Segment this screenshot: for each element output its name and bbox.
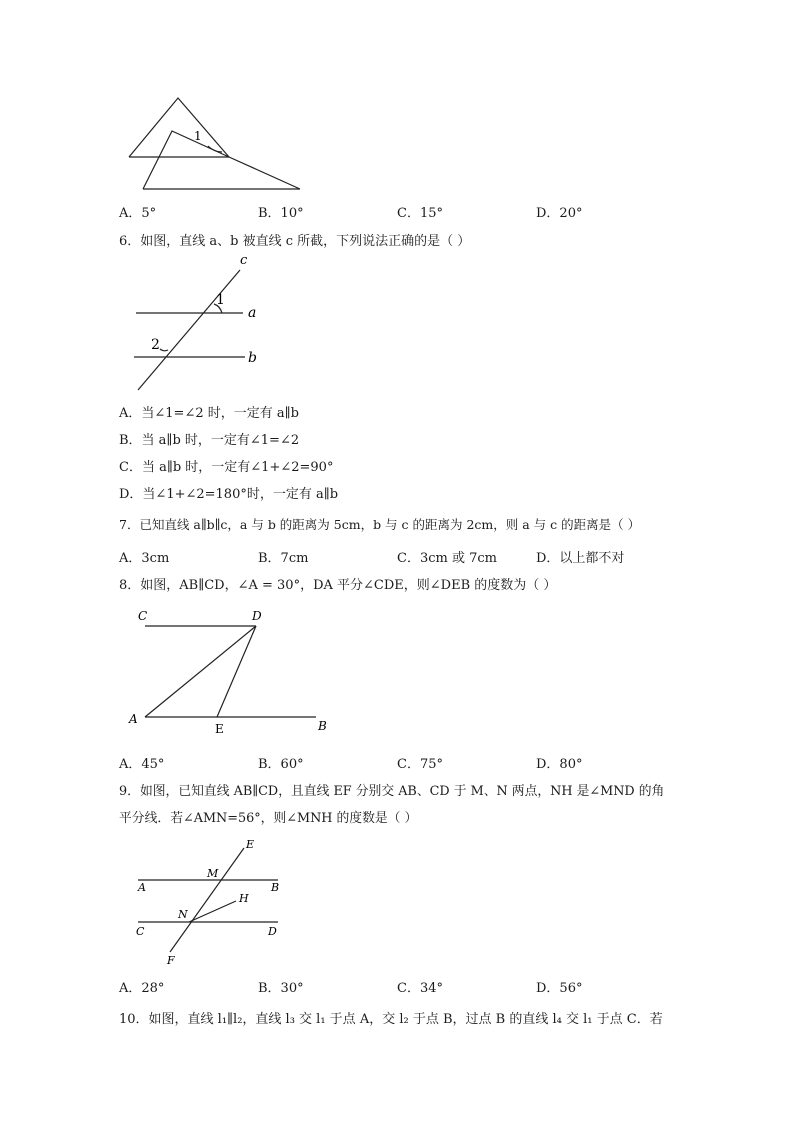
q7-option-a: A．3cm [119,551,170,566]
q9-option-a: A．28° [119,981,165,996]
q6-label-1: 1 [216,292,225,308]
q9-label-n: N [178,908,188,921]
q6-angle-2-arc [160,349,168,351]
q7-stem: 7．已知直线 a∥b∥c，a 与 b 的距离为 5cm，b 与 c 的距离为 2cm，则 a 与 c 的距离是（ ） [119,517,641,532]
q5-triangle-lower [143,131,300,189]
q6-choice-c: C．当 a∥b 时，一定有∠1+∠2=90° [119,460,334,475]
q6-label-a: a [248,305,257,321]
q9-label-e: E [246,838,255,851]
q5-option-b: B．10° [258,206,304,221]
q6-angle-1-arc [214,304,222,313]
q9-line-ef [170,848,244,952]
q5-option-a: A．5° [119,206,157,221]
q6-label-c: c [240,253,248,268]
q9-label-a: A [138,881,146,894]
q5-angle-label: 1 [194,129,202,143]
q8-segment-ed [217,626,256,717]
q8-option-a: A．45° [119,757,165,772]
q9-label-h: H [239,892,249,905]
q6-line-c [138,270,240,390]
q9-option-b: B．30° [258,981,304,996]
q5-triangle-upper [129,98,229,157]
q6-stem: 6．如图，直线 a、b 被直线 c 所截，下列说法正确的是（ ） [119,234,471,249]
q5-option-d: D．20° [536,206,583,221]
q5-angle-arc [208,146,222,152]
q9-label-b: B [271,881,280,894]
q8-option-c: C．75° [397,757,443,772]
q9-ray-nh [189,901,236,922]
q9-stem-line1: 9．如图，已知直线 AB∥CD，且直线 EF 分别交 AB、CD 于 M、N 两点，NH 是∠MND 的角 [119,784,665,799]
q10-stem: 10．如图，直线 l₁∥l₂，直线 l₃ 交 l₁ 于点 A，交 l₂ 于点 B，过点 B 的直线 l₄ 交 l₁ 于点 C．若 [119,1012,663,1027]
q8-option-b: B．60° [258,757,304,772]
q8-label-d: D [252,609,262,623]
q6-choice-a: A．当∠1=∠2 时，一定有 a∥b [119,406,299,421]
q9-label-c: C [136,925,145,938]
q9-label-m: M [207,867,219,880]
q6-label-2: 2 [151,337,160,353]
q8-stem: 8．如图，AB∥CD，∠A = 30°，DA 平分∠CDE，则∠DEB 的度数为（ ） [119,578,557,593]
q7-option-c: C．3cm 或 7cm [397,551,497,566]
q9-stem-line2: 平分线．若∠AMN=56°，则∠MNH 的度数是（ ） [119,811,418,826]
q7-option-b: B．7cm [258,551,309,566]
q8-label-a: A [129,712,138,726]
q9-option-d: D．56° [536,981,583,996]
q8-option-d: D．80° [536,757,583,772]
q6-label-b: b [248,350,257,366]
q9-label-d: D [268,925,277,938]
q9-label-f: F [167,954,175,967]
q8-label-e: E [215,722,224,736]
q7-option-d: D．以上都不对 [536,551,625,566]
q8-label-c: C [138,609,148,623]
q5-option-c: C．15° [397,206,443,221]
q6-choice-d: D．当∠1+∠2=180°时，一定有 a∥b [119,487,339,502]
q8-label-b: B [318,719,327,733]
q8-segment-ad [145,626,256,717]
q6-choice-b: B．当 a∥b 时，一定有∠1=∠2 [119,433,300,448]
q9-option-c: C．34° [397,981,443,996]
